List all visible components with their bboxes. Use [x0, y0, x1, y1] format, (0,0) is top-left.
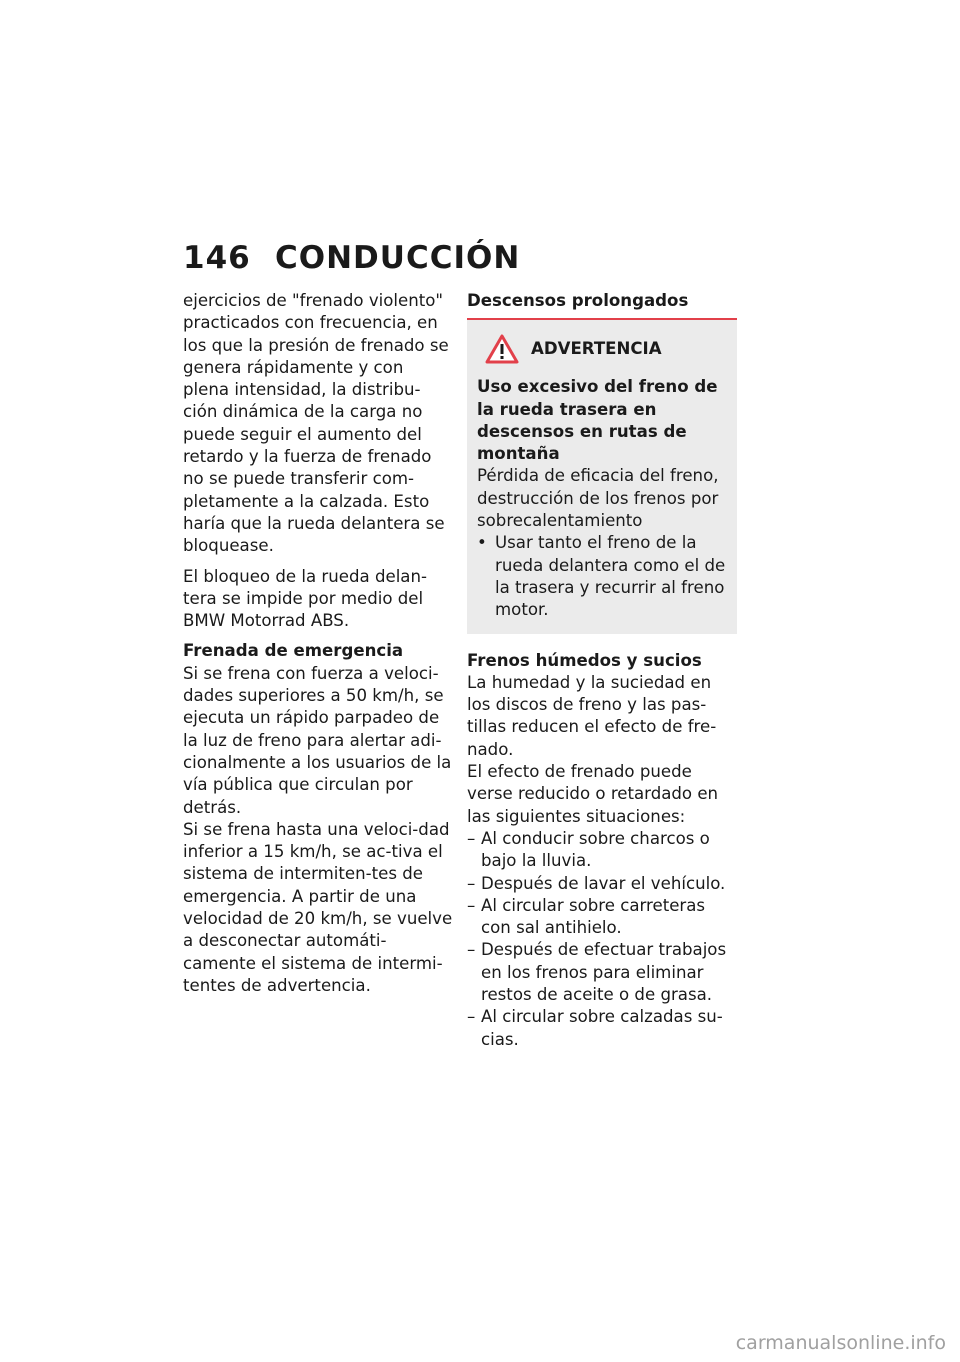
- warning-bullet: [477, 532, 727, 621]
- warning-box: [467, 320, 737, 633]
- bullet-mark: •: [477, 533, 487, 553]
- dash-mark: –: [467, 895, 476, 915]
- page-header: [183, 240, 520, 276]
- paragraph: Si se frena con fuerza a veloci-dades superiores a 50 km/h, se ejecuta un rápido parpadeo de la luz de freno para alertar adi-cionalmente a los usuarios de la vía pública que circulan por detrás.: [183, 663, 452, 817]
- paragraph: ejercicios de "frenado violento" practicados con frecuencia, en los que la presión de frenado se genera rápidamente y con plena intensidad, la distribu-ción dinámica de la carga no puede seguir el aumento del retardo y la fuerza de frenado no se puede transferir com-pletamente a la calzada. Esto haría que la rueda delantera se bloquease.: [183, 291, 449, 556]
- list-item-text: Después de efectuar trabajos en los frenos para eliminar restos de aceite o de grasa.: [481, 940, 727, 1005]
- section-heading-emergency: Frenada de emergencia: [183, 641, 404, 661]
- dash-mark: –: [467, 828, 476, 848]
- watermark: carmanualsonline.info: [735, 1332, 946, 1354]
- warning-subheading: Uso excesivo del freno de la rueda trasera en descensos en rutas de montaña: [477, 377, 718, 464]
- list-item: [467, 1006, 737, 1051]
- paragraph: Si se frena hasta una veloci-dad inferior a 15 km/h, se ac-tiva el sistema de intermiten-tes de emergencia. A partir de una velocidad de 20 km/h, se vuelve a desconectar automáti-camente el sistema de intermi-tentes de advertencia.: [183, 819, 453, 995]
- situation-list: [467, 828, 737, 1051]
- list-item: [467, 873, 737, 895]
- warning-triangle-icon: [485, 334, 519, 364]
- chapter-title: CONDUCCIÓN: [275, 240, 521, 276]
- paragraph: El bloqueo de la rueda delan-tera se impide por medio del BMW Motorrad ABS.: [183, 566, 427, 631]
- warning-title: [477, 334, 727, 364]
- section-heading-wet-brakes: Frenos húmedos y sucios: [467, 650, 702, 670]
- left-column: [183, 290, 453, 1005]
- list-item-text: Al circular sobre calzadas su-cias.: [481, 1007, 723, 1049]
- page-number: 146: [183, 240, 251, 276]
- bullet-text: Usar tanto el freno de la rueda delantera como el de la trasera y recurrir al freno motor.: [495, 533, 726, 620]
- right-column: [467, 290, 737, 1051]
- list-item: [467, 939, 737, 1006]
- dash-mark: –: [467, 873, 476, 893]
- list-item-text: Al circular sobre carreteras con sal antihielo.: [481, 895, 706, 938]
- list-item-text: Al conducir sobre charcos o bajo la lluvia.: [481, 828, 710, 871]
- paragraph: El efecto de frenado puede verse reducido o retardado en las siguientes situaciones:: [467, 762, 719, 826]
- list-item-text: Después de lavar el vehículo.: [481, 873, 726, 893]
- dash-mark: –: [467, 1007, 476, 1027]
- section-heading-descent: Descensos prolongados: [467, 291, 689, 310]
- list-item: [467, 828, 737, 873]
- list-item: [467, 895, 737, 940]
- warning-label: ADVERTENCIA: [531, 339, 662, 359]
- paragraph: La humedad y la suciedad en los discos de freno y las pas-tillas reducen el efecto de fre-nado.: [467, 672, 717, 759]
- warning-body: Pérdida de eficacia del freno, destrucción de los frenos por sobrecalentamiento: [477, 466, 719, 531]
- dash-mark: –: [467, 940, 476, 960]
